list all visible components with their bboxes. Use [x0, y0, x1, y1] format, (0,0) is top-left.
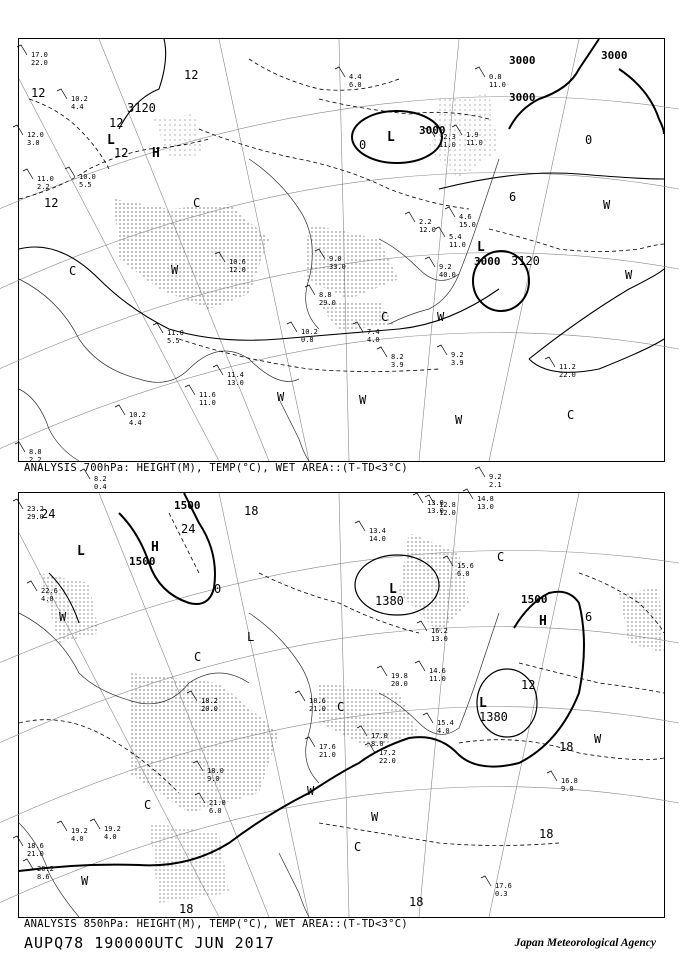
- low-center: L: [77, 544, 85, 559]
- height-label: 3000: [474, 255, 501, 268]
- station-dewpoint-depression: 11.0: [199, 399, 216, 407]
- wind-barb: [475, 467, 485, 477]
- station-temperature: 10.2: [301, 328, 318, 336]
- isotherm-label: 6: [509, 190, 517, 204]
- station-dewpoint-depression: 11.0: [466, 139, 483, 147]
- station-dewpoint-depression: 0.8: [301, 336, 314, 344]
- isotherm-label: 12: [114, 146, 129, 160]
- station-plot: [57, 821, 88, 843]
- station-plot: [15, 442, 42, 464]
- coastlines-700: [19, 159, 499, 461]
- station-temperature: 10.2: [129, 411, 146, 419]
- wind-barb: [13, 836, 23, 846]
- isotherm-label: 0: [214, 582, 222, 596]
- warm-center: W: [59, 610, 67, 624]
- station-plot: [437, 345, 464, 367]
- wind-barb: [13, 499, 23, 509]
- height-label: 1380: [479, 710, 508, 724]
- station-dewpoint-depression: 4.0: [71, 835, 84, 843]
- warm-center: W: [171, 263, 179, 277]
- isotherm-label: 0: [359, 138, 367, 152]
- station-dewpoint-depression: 20.0: [201, 705, 218, 713]
- station-temperature: 13.8: [427, 499, 444, 507]
- station-dewpoint-depression: 21.0: [319, 751, 336, 759]
- station-dewpoint-depression: 22.0: [379, 757, 396, 765]
- station-plot: [13, 499, 44, 521]
- station-dewpoint-depression: 22.0: [31, 59, 48, 67]
- caption-700hpa: ANALYSIS 700hPa: HEIGHT(M), TEMP(°C), WET AREA::(T-TD<3°C): [24, 462, 409, 474]
- station-plot: [65, 167, 96, 189]
- station-temperature: 10.6: [229, 258, 246, 266]
- wind-barb: [355, 521, 365, 531]
- station-dewpoint-depression: 40.0: [439, 271, 456, 279]
- station-temperature: 13.4: [369, 527, 386, 535]
- station-dewpoint-depression: 3.0: [27, 139, 40, 147]
- station-dewpoint-depression: 21.0: [309, 705, 326, 713]
- station-plot: [481, 876, 512, 898]
- wind-barb: [415, 661, 425, 671]
- wind-barb: [547, 771, 557, 781]
- station-dewpoint-depression: 21.0: [27, 850, 44, 858]
- station-temperature: 2.2: [419, 218, 432, 226]
- wet-area-850: [39, 533, 664, 903]
- wind-barb: [15, 442, 25, 452]
- station-dewpoint-depression: 20.0: [391, 680, 408, 688]
- station-dewpoint-depression: 29.0: [319, 299, 336, 307]
- station-temperature: 11.0: [167, 329, 184, 337]
- station-plot: [445, 207, 476, 229]
- station-dewpoint-depression: 13.0: [477, 503, 494, 511]
- station-plot: [213, 365, 244, 387]
- station-temperature: 11.4: [227, 371, 244, 379]
- isotherm-label: 0: [585, 133, 593, 147]
- station-temperature: 10.2: [71, 95, 88, 103]
- station-dewpoint-depression: 8.6: [37, 873, 50, 881]
- station-plot: [115, 405, 146, 427]
- wind-barb: [287, 322, 297, 332]
- station-dewpoint-depression: 4.0: [367, 336, 380, 344]
- station-plot: [423, 713, 454, 735]
- station-temperature: 19.2: [71, 827, 88, 835]
- station-dewpoint-depression: 11.0: [449, 241, 466, 249]
- warm-center: W: [359, 393, 367, 407]
- isotherm-label: 18: [179, 902, 194, 916]
- cold-center: C: [381, 310, 389, 324]
- station-plot: [425, 257, 456, 279]
- station-plot: [547, 771, 578, 793]
- cold-center: C: [337, 700, 345, 714]
- station-temperature: 12.8: [439, 501, 456, 509]
- station-dewpoint-depression: 2.2: [37, 183, 50, 191]
- station-temperature: 11.6: [199, 391, 216, 399]
- wind-barb: [405, 212, 415, 222]
- cold-center: C: [497, 550, 505, 564]
- station-temperature: 18.6: [27, 842, 44, 850]
- isotherm-label: 12: [31, 86, 46, 100]
- station-plot: [13, 836, 44, 858]
- wind-barb: [475, 67, 485, 77]
- wind-barb: [413, 493, 423, 503]
- isotherm-label: 18: [244, 504, 259, 518]
- station-dewpoint-depression: 12.0: [419, 226, 436, 234]
- height-label: 3000: [509, 91, 536, 104]
- caption-850hpa: ANALYSIS 850hPa: HEIGHT(M), TEMP(°C), WET AREA::(T-TD<3°C): [24, 918, 409, 930]
- wind-barb: [463, 489, 473, 499]
- station-temperature: 11.0: [37, 175, 54, 183]
- station-temperature: 9.2: [439, 263, 452, 271]
- cold-center: C: [354, 840, 362, 854]
- station-plot: [463, 489, 494, 511]
- station-dewpoint-depression: 4.0: [437, 727, 450, 735]
- height-label: 1500: [129, 555, 156, 568]
- station-temperature: 17.6: [319, 743, 336, 751]
- station-dewpoint-depression: 15.0: [459, 221, 476, 229]
- station-plot: [355, 521, 386, 543]
- cold-center: C: [69, 264, 77, 278]
- station-dewpoint-depression: 14.0: [369, 535, 386, 543]
- warm-center: W: [81, 874, 89, 888]
- wind-barb: [435, 227, 445, 237]
- station-dewpoint-depression: 6.0: [209, 807, 222, 815]
- station-dewpoint-depression: 11.0: [429, 675, 446, 683]
- station-dewpoint-depression: 0.3: [495, 890, 508, 898]
- height-label: 3000: [509, 54, 536, 67]
- station-dewpoint-depression: 6.0: [349, 81, 362, 89]
- warm-center: W: [625, 268, 633, 282]
- station-temperature: 17.0: [371, 732, 388, 740]
- station-dewpoint-depression: 12.0: [439, 509, 456, 517]
- station-temperature: 22.6: [41, 587, 58, 595]
- isotherms-850: [19, 513, 664, 846]
- station-plot: [153, 323, 184, 345]
- station-temperature: 5.4: [449, 233, 462, 241]
- low-center: L: [387, 130, 395, 145]
- station-temperature: 8.2: [94, 475, 107, 483]
- station-temperature: 15.6: [457, 562, 474, 570]
- station-dewpoint-depression: 13.0: [427, 507, 444, 515]
- station-plot: [57, 89, 88, 111]
- height-label: 3120: [511, 254, 540, 268]
- agency-name: Japan Meteorological Agency: [514, 937, 656, 949]
- warm-center: W: [277, 390, 285, 404]
- wind-barb: [481, 876, 491, 886]
- station-plot: [475, 67, 506, 89]
- station-dewpoint-depression: 12.0: [229, 266, 246, 274]
- station-dewpoint-depression: 8.0: [371, 740, 384, 748]
- station-temperature: 11.2: [559, 363, 576, 371]
- station-dewpoint-depression: 13.0: [431, 635, 448, 643]
- station-temperature: 1.9: [466, 131, 479, 139]
- station-dewpoint-depression: 11.0: [439, 141, 456, 149]
- station-temperature: 10.0: [79, 173, 96, 181]
- low-center: L: [107, 133, 115, 148]
- station-plot: [13, 125, 44, 147]
- station-dewpoint-depression: 33.0: [329, 263, 346, 271]
- warm-center: W: [371, 810, 379, 824]
- low-center: L: [389, 582, 397, 597]
- station-temperature: 17.0: [31, 51, 48, 59]
- station-temperature: 9.0: [329, 255, 342, 263]
- station-temperature: 16.2: [431, 627, 448, 635]
- wind-barb: [185, 385, 195, 395]
- wind-barb: [545, 357, 555, 367]
- isotherm-label: 12: [184, 68, 199, 82]
- wind-barb: [65, 167, 75, 177]
- station-temperature: 23.2: [27, 505, 44, 513]
- station-dewpoint-depression: 4.0: [41, 595, 54, 603]
- station-dewpoint-depression: 6.0: [457, 570, 470, 578]
- map-panel-850hpa: [18, 492, 665, 918]
- isotherm-label: 24: [41, 507, 56, 521]
- cold-center: C: [567, 408, 575, 422]
- height-label: 1500: [174, 499, 201, 512]
- wind-barb: [57, 821, 67, 831]
- isotherm-label: 12: [109, 116, 124, 130]
- wind-barb: [57, 89, 67, 99]
- wind-barb: [295, 691, 305, 701]
- station-temperature: -2.3: [439, 133, 456, 141]
- station-plot: [377, 347, 404, 369]
- station-dewpoint-depression: 3.9: [391, 361, 404, 369]
- station-dewpoint-depression: 5.5: [167, 337, 180, 345]
- isotherm-label: 6: [585, 610, 593, 624]
- cold-center: C: [193, 196, 201, 210]
- station-dewpoint-depression: 4.0: [104, 833, 117, 841]
- cold-center: C: [144, 798, 152, 812]
- chart-code-and-time: AUPQ78 190000UTC JUN 2017: [24, 934, 275, 952]
- station-plot: [90, 819, 121, 841]
- station-temperature: 12.0: [27, 131, 44, 139]
- station-dewpoint-depression: 11.0: [489, 81, 506, 89]
- height-label: 1380: [375, 594, 404, 608]
- station-dewpoint-depression: 0.4: [94, 483, 107, 491]
- station-temperature: 8.8: [319, 291, 332, 299]
- station-temperature: 20.2: [37, 865, 54, 873]
- station-temperature: 16.8: [561, 777, 578, 785]
- station-dewpoint-depression: 9.0: [561, 785, 574, 793]
- wind-barb: [23, 169, 33, 179]
- station-temperature: 14.6: [429, 667, 446, 675]
- isotherm-label: 12: [44, 196, 59, 210]
- wind-barb: [27, 581, 37, 591]
- station-temperature: 9.2: [451, 351, 464, 359]
- low-center: L: [479, 696, 487, 711]
- station-temperature: 8.8: [29, 448, 42, 456]
- station-plot: [377, 666, 408, 688]
- isotherm-label: 18: [539, 827, 554, 841]
- station-dewpoint-depression: 29.0: [27, 513, 44, 521]
- station-plot: [185, 385, 216, 407]
- station-plots-850: [13, 489, 578, 898]
- station-plot: [405, 212, 436, 234]
- station-plot: [305, 737, 336, 759]
- height-label: 3000: [601, 49, 628, 62]
- station-temperature: 19.8: [391, 672, 408, 680]
- low-center: L: [247, 630, 255, 644]
- station-temperature: 19.2: [104, 825, 121, 833]
- map-850hpa: [19, 493, 664, 917]
- station-temperature: 8.2: [391, 353, 404, 361]
- low-center: L: [477, 240, 485, 255]
- station-plot: [415, 661, 446, 683]
- high-center: H: [152, 146, 160, 161]
- isotherm-label: 24: [181, 522, 196, 536]
- station-dewpoint-depression: 3.9: [451, 359, 464, 367]
- station-temperature: 9.2: [489, 473, 502, 481]
- isotherm-label: 18: [409, 895, 424, 909]
- station-dewpoint-depression: 5.5: [79, 181, 92, 189]
- wind-barb: [13, 125, 23, 135]
- height-label: 3000: [419, 124, 446, 137]
- isotherm-label: 18: [559, 740, 574, 754]
- warm-center: W: [437, 310, 445, 324]
- station-dewpoint-depression: 2.2: [29, 456, 42, 464]
- station-temperature: 17.6: [495, 882, 512, 890]
- station-temperature: 18.6: [309, 697, 326, 705]
- cold-center: C: [194, 650, 202, 664]
- height-label: 3120: [127, 101, 156, 115]
- station-dewpoint-depression: 2.1: [489, 481, 502, 489]
- station-temperature: 17.2: [379, 749, 396, 757]
- station-dewpoint-depression: 22.0: [559, 371, 576, 379]
- station-plot: [287, 322, 318, 344]
- station-temperature: 18.0: [207, 767, 224, 775]
- station-plot: [17, 45, 48, 67]
- high-center: H: [151, 540, 159, 555]
- wind-barb: [90, 819, 100, 829]
- station-dewpoint-depression: 4.4: [71, 103, 84, 111]
- warm-center: W: [307, 784, 315, 798]
- station-temperature: 18.2: [201, 697, 218, 705]
- isotherm-label: 12: [521, 678, 536, 692]
- wind-barb: [437, 345, 447, 355]
- wind-barb: [17, 45, 27, 55]
- station-plot: [23, 169, 54, 191]
- station-temperature: 0.8: [489, 73, 502, 81]
- station-temperature: 4.6: [459, 213, 472, 221]
- wind-barb: [377, 347, 387, 357]
- warm-center: W: [455, 413, 463, 427]
- warm-center: W: [594, 732, 602, 746]
- station-temperature: 21.0: [209, 799, 226, 807]
- warm-center: W: [603, 198, 611, 212]
- station-plot: [475, 467, 502, 489]
- wind-barb: [377, 666, 387, 676]
- station-temperature: 4.4: [349, 73, 362, 81]
- height-label: 1500: [521, 593, 548, 606]
- station-plot: [335, 67, 362, 89]
- wind-barb: [423, 713, 433, 723]
- station-temperature: 7.4: [367, 328, 380, 336]
- station-dewpoint-depression: 9.0: [207, 775, 220, 783]
- station-dewpoint-depression: 4.4: [129, 419, 142, 427]
- station-temperature: 14.8: [477, 495, 494, 503]
- station-dewpoint-depression: 13.0: [227, 379, 244, 387]
- wind-barb: [115, 405, 125, 415]
- wind-barb: [445, 207, 455, 217]
- high-center: H: [539, 614, 547, 629]
- wind-barb: [425, 257, 435, 267]
- station-plot: [545, 357, 576, 379]
- wind-barb: [23, 859, 33, 869]
- station-temperature: 15.4: [437, 719, 454, 727]
